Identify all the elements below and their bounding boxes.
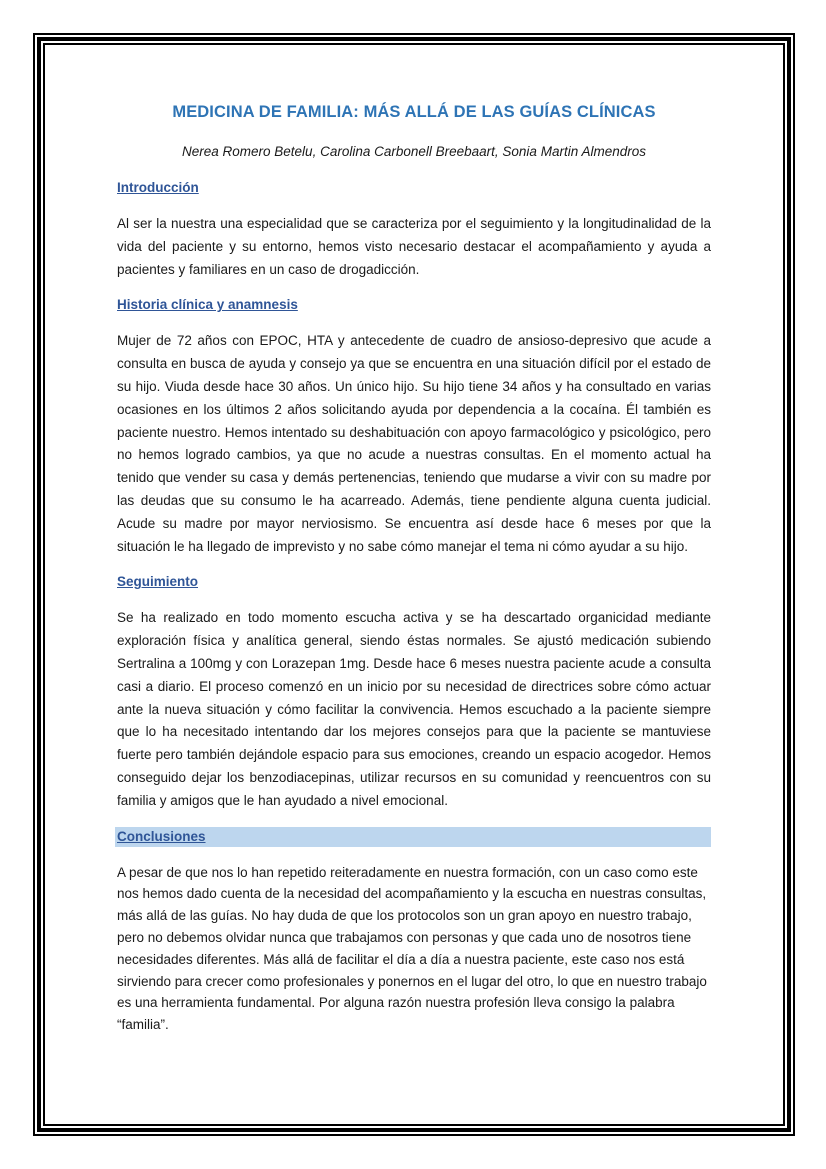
document-title: MEDICINA DE FAMILIA: MÁS ALLÁ DE LAS GUÍAS CLÍNICAS bbox=[172, 103, 656, 121]
section-introduccion bbox=[117, 178, 711, 281]
section-heading-seguimiento: Seguimiento bbox=[117, 574, 199, 590]
authors-line: Nerea Romero Betelu, Carolina Carbonell Breebaart, Sonia Martin Almendros bbox=[182, 144, 646, 159]
section-body-historia-clinica: Mujer de 72 años con EPOC, HTA y antecedente de cuadro de ansioso-depresivo que acude a consulta en busca de ayuda y consejo ya que se encuentra en una situación difícil por el estado de su hijo. Viuda desde hace 30 años. Un único hijo. Su hijo tiene 34 años y ha consultado en varias ocasiones en los últimos 2 años solicitando ayuda por dependencia a la cocaína. Él también es paciente nuestro. Hemos intentado su deshabituación con apoyo farmacológico y psicológico, pero no hemos logrado cambios, ya que no acude a nuestras consultas. En el momento actual ha tenido que vender su casa y demás pertenencias, teniendo que mudarse a vivir con su madre por las deudas que su consumo le ha acarreado. Además, tiene pendiente alguna cuenta judicial. Acude su madre por mayor nerviosismo. Se encuentra así desde hace 6 meses por que la situación le ha llegado de imprevisto y no sabe cómo manejar el tema ni cómo ayudar a su hijo. bbox=[117, 333, 711, 554]
section-heading-conclusiones: Conclusiones bbox=[115, 827, 711, 847]
section-body-conclusiones: A pesar de que nos lo han repetido reiteradamente en nuestra formación, con un caso como este nos hemos dado cuenta de la necesidad del acompañamiento y la escucha en nuestras consultas, más allá de las guías. No hay duda de que los protocolos son un gran apoyo en nuestro trabajo, pero no debemos olvidar nunca que trabajamos con personas y que cada uno de nosotros tiene necesidades diferentes. Más allá de facilitar el día a día a nuestra paciente, este caso nos está sirviendo para crecer como profesionales y ponernos en el lugar del otro, lo que en nuestro trabajo es una herramienta fundamental. Por alguna razón nuestra profesión lleva consigo la palabra “familia”. bbox=[117, 864, 707, 1033]
section-seguimiento bbox=[117, 572, 711, 812]
section-conclusiones bbox=[117, 827, 711, 1036]
section-body-seguimiento: Se ha realizado en todo momento escucha activa y se ha descartado organicidad mediante exploración física y analítica general, siendo éstas normales. Se ajustó medicación subiendo Sertralina a 100mg y con Lorazepan 1mg. Desde hace 6 meses nuestra paciente acude a consulta casi a diario. El proceso comenzó en un inicio por su necesidad de directrices sobre cómo actuar ante la nueva situación y cómo facilitar la convivencia. Hemos escuchado a la paciente siempre que lo ha necesitado intentando dar los mejores consejos para que la paciente se mantuviese fuerte pero también dejándole espacio para sus emociones, creando un espacio acogedor. Hemos conseguido dejar los benzodiacepinas, utilizar recursos en su comunidad y reencuentros con su familia y amigos que le han ayudado a nivel emocional. bbox=[117, 610, 711, 808]
document-body bbox=[117, 100, 711, 1050]
section-body-introduccion: Al ser la nuestra una especialidad que se caracteriza por el seguimiento y la longitudinalidad de la vida del paciente y su entorno, hemos visto necesario destacar el acompañamiento y ayuda a pacientes y familiares en un caso de drogadicción. bbox=[117, 216, 711, 277]
section-heading-introduccion: Introducción bbox=[117, 180, 199, 195]
section-heading-historia-clinica: Historia clínica y anamnesis bbox=[117, 297, 298, 313]
section-historia-clinica bbox=[117, 295, 711, 558]
